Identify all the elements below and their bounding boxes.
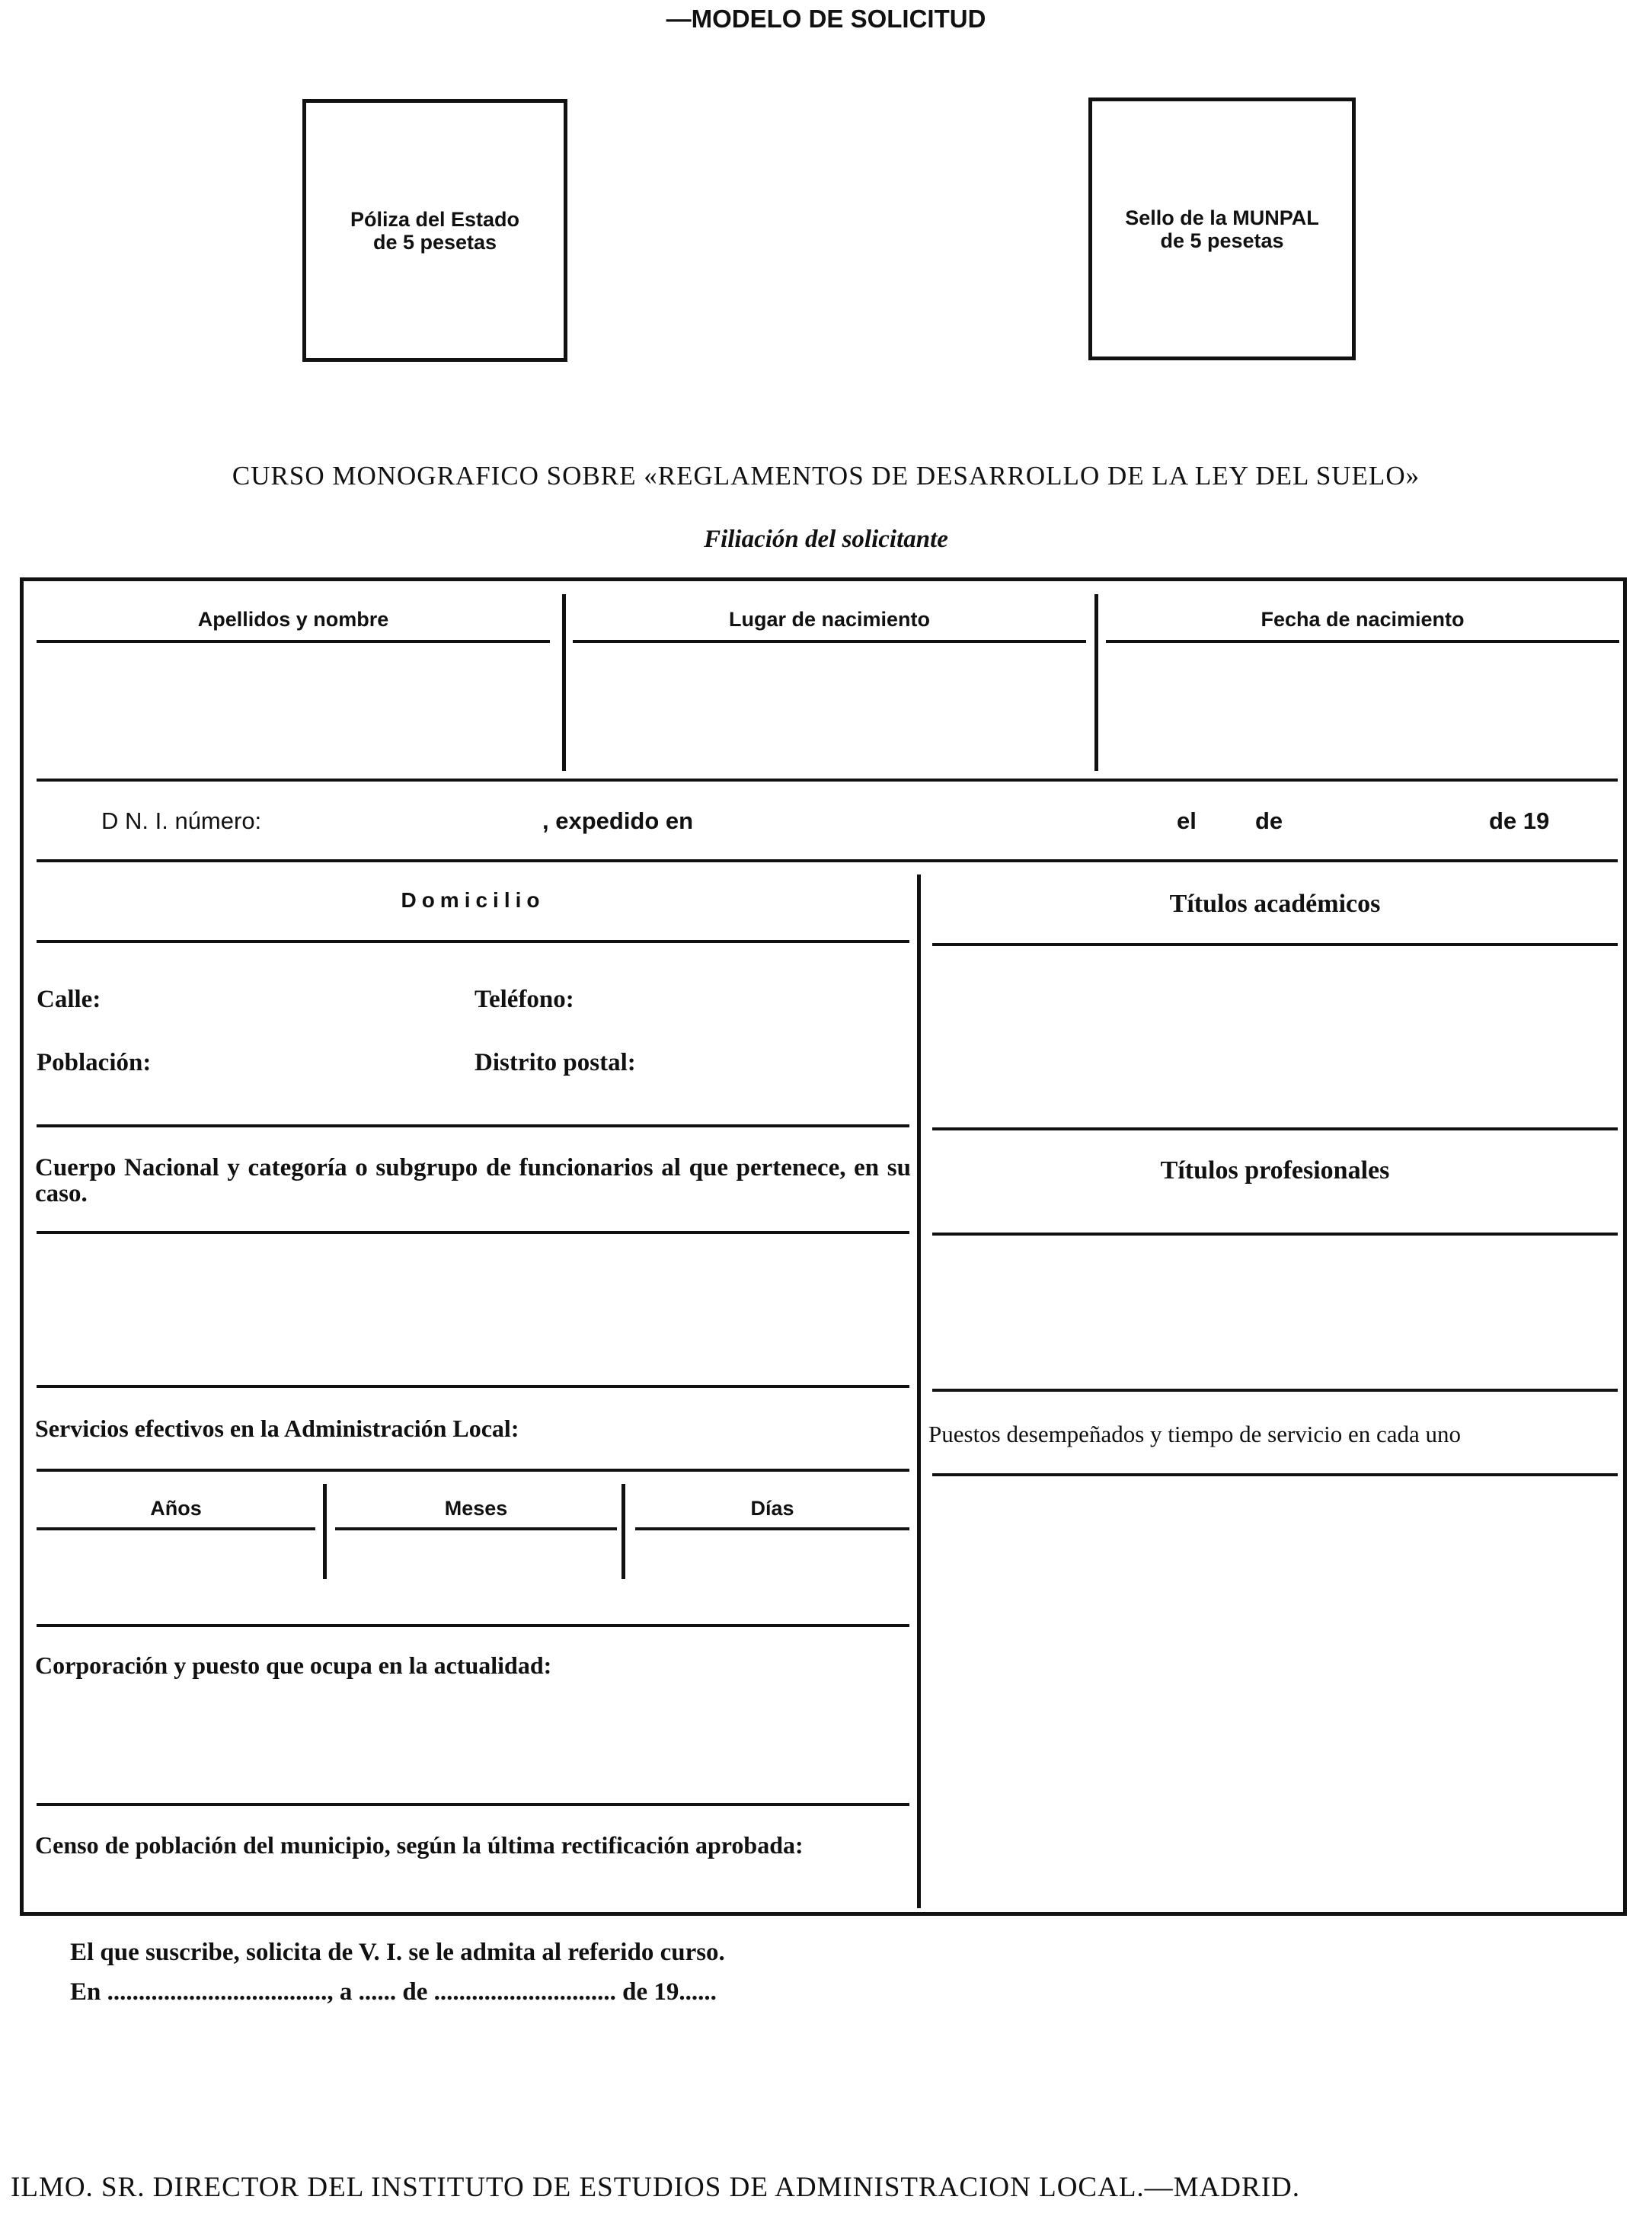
divider [37, 1231, 909, 1234]
dni-expedido: , expedido en [542, 807, 694, 834]
divider [37, 1803, 909, 1806]
corporacion-label: Corporación y puesto que ocupa en la actualidad: [35, 1651, 552, 1679]
titulos-academicos-heading: Títulos académicos [1169, 890, 1381, 918]
divider [932, 943, 1618, 946]
page-title-text: —MODELO DE SOLICITUD [666, 5, 986, 33]
divider [335, 1527, 617, 1530]
divider [562, 594, 566, 771]
divider [37, 1469, 909, 1472]
divider [932, 1473, 1618, 1476]
fecha-line: En ..................................., a ...... de ............................. de 19...... [70, 1978, 717, 2006]
divider [323, 1484, 327, 1579]
divider [37, 779, 1618, 782]
servicios-label: Servicios efectivos en la Administración Local: [35, 1415, 519, 1442]
distrito-label: Distrito postal: [475, 1049, 636, 1076]
stamp-box-poliza [302, 99, 567, 362]
divider [932, 1389, 1618, 1392]
divider [932, 1127, 1618, 1130]
course-subtitle: Filiación del solicitante [704, 526, 948, 553]
dni-el: el [1177, 807, 1197, 834]
suscribe-line: El que suscribe, solicita de V. I. se le admita al referido curso. [70, 1939, 725, 1966]
cuerpo-nacional-label: Cuerpo Nacional y categoría o subgrupo de funcionarios al que pertenece, en su caso. [35, 1154, 911, 1207]
course-title: CURSO MONOGRAFICO SOBRE «REGLAMENTOS DE DESARROLLO DE LA LEY DEL SUELO» [232, 461, 1420, 491]
divider [37, 940, 909, 943]
divider [37, 640, 550, 643]
col-fecha-nacimiento: Fecha de nacimiento [1261, 608, 1465, 631]
telefono-label: Teléfono: [475, 986, 574, 1013]
stamp-box-munpal [1088, 98, 1356, 360]
domicilio-heading: Domicilio [401, 888, 545, 912]
addressee: ILMO. SR. DIRECTOR DEL INSTITUTO DE ESTUDIOS DE ADMINISTRACION LOCAL.—MADRID. [11, 2172, 1300, 2203]
col-meses: Meses [444, 1497, 508, 1520]
page-title [0, 5, 1652, 34]
stamp-munpal-line1: Sello de la MUNPAL [1125, 206, 1319, 229]
col-dias: Días [750, 1497, 794, 1520]
stamp-munpal-line2: de 5 pesetas [1160, 229, 1284, 252]
puestos-label: Puestos desempeñados y tiempo de servicio en cada uno [928, 1421, 1462, 1447]
stamp-poliza-line2: de 5 pesetas [372, 230, 497, 254]
dni-label: D N. I. número: [101, 807, 262, 834]
censo-label: Censo de población del municipio, según la última rectificación aprobada: [35, 1831, 804, 1859]
divider [573, 640, 1086, 643]
col-apellidos-nombre: Apellidos y nombre [197, 608, 389, 631]
divider [37, 1624, 909, 1627]
col-anos: Años [150, 1497, 202, 1520]
divider [37, 1124, 909, 1127]
divider [37, 1527, 315, 1530]
dni-de-19: de 19 [1489, 807, 1550, 834]
titulos-profesionales-heading: Títulos profesionales [1160, 1156, 1390, 1185]
divider [1094, 594, 1098, 771]
poblacion-label: Población: [37, 1049, 152, 1076]
calle-label: Calle: [37, 986, 101, 1013]
divider [1106, 640, 1619, 643]
divider [37, 1385, 909, 1388]
divider [917, 874, 921, 1908]
divider [635, 1527, 909, 1530]
stamp-poliza-line1: Póliza del Estado [350, 207, 520, 231]
divider [37, 859, 1618, 862]
divider [621, 1484, 625, 1579]
divider [932, 1233, 1618, 1236]
col-lugar-nacimiento: Lugar de nacimiento [728, 608, 931, 631]
dni-de: de [1255, 807, 1283, 834]
